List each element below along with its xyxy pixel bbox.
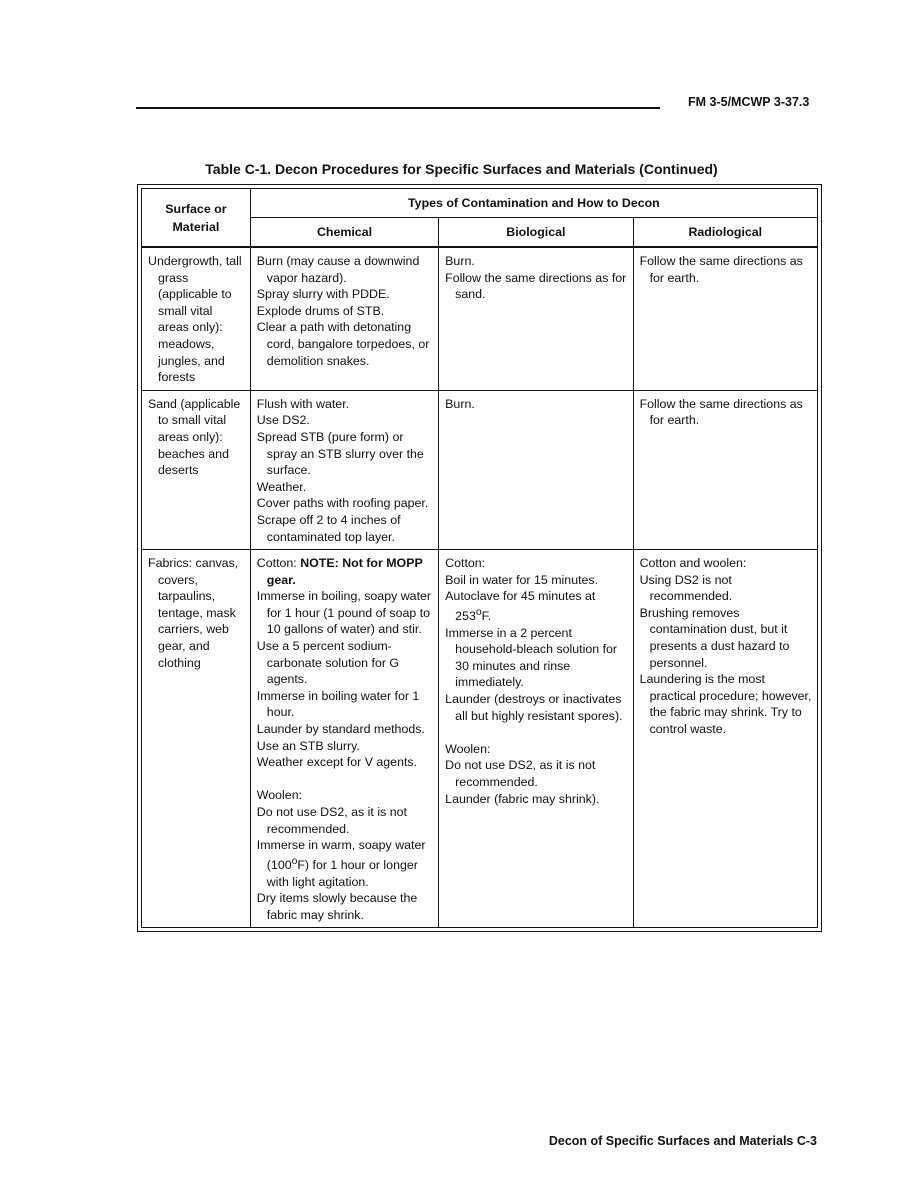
page-footer: Decon of Specific Surfaces and Materials C-3 (548, 1134, 817, 1148)
document-id: FM 3-5/MCWP 3-37.3 (688, 95, 810, 109)
header-radiological: Radiological (633, 218, 817, 248)
chemical-cell: Flush with water. Use DS2. Spread STB (pure form) or spray an STB slurry over the surface. Weather. Cover paths with roofing paper. Scrape off 2 to 4 inches of contaminated top layer. (250, 390, 438, 549)
biological-cell: Burn. Follow the same directions as for sand. (439, 247, 633, 390)
autoclave-line: Autoclave for 45 minutes at 253$^o$F. (445, 589, 596, 623)
header-chemical: Chemical (250, 218, 438, 248)
mopp-note: NOTE: Not for MOPP gear. (266, 556, 423, 587)
header-rule (136, 107, 660, 109)
table-title: Table C-1. Decon Procedures for Specific Surfaces and Materials (Continued) (205, 161, 718, 177)
surface-cell: Undergrowth, tall grass (applicable to small vital areas only): meadows, jungles, and forests (142, 247, 251, 390)
warm-water-line: Immerse in warm, soapy water (100$^o$F) for 1 hour or longer with light agitation. (256, 838, 426, 889)
decon-table (141, 188, 818, 928)
header-surface-material: Surface or Material (142, 189, 251, 248)
table-row (142, 247, 818, 390)
surface-cell: Sand (applicable to small vital areas only): beaches and deserts (142, 390, 251, 549)
decon-table-frame (137, 184, 822, 932)
header-types-of-contamination: Types of Contamination and How to Decon (250, 189, 817, 218)
radiological-cell: Follow the same directions as for earth. (633, 390, 817, 549)
cotton-note-line: Cotton: NOTE: Not for MOPP gear. (256, 556, 423, 587)
surface-cell: Fabrics: canvas, covers, tarpaulins, tentage, mask carriers, web gear, and clothing (142, 550, 251, 928)
degree-mark: o (291, 855, 298, 867)
table-row (142, 390, 818, 549)
chemical-cell: Burn (may cause a downwind vapor hazard). Spray slurry with PDDE. Explode drums of STB. Clear a path with detonating cord, bangalore torpedoes, or demolition snakes. (250, 247, 438, 390)
biological-cell: Burn. (439, 390, 633, 549)
radiological-cell: Cotton and woolen: Using DS2 is not recommended. Brushing removes contamination dust, but it presents a dust hazard to personnel. Laundering is the most practical procedure; however, the fabric may shrink. Try to control waste. (633, 550, 817, 928)
header-biological: Biological (439, 218, 633, 248)
degree-mark: o (475, 606, 482, 618)
radiological-cell: Follow the same directions as for earth. (633, 247, 817, 390)
biological-cell: Cotton: Boil in water for 15 minutes. Autoclave for 45 minutes at 253$^o$F. Immerse in a 2 percent household-bleach solution for 30 minutes and rinse immediately. Launder (destroys or inactivates all but highly resistant spores). Woolen: Do not use DS2, as it is not recommended. Launder (fabric may shrink). (439, 550, 633, 928)
chemical-cell: Cotton: NOTE: Not for MOPP gear. Immerse in boiling, soapy water for 1 hour (1 pound of soap to 10 gallons of water) and stir. Use a 5 percent sodium-carbonate solution for G agents. Immerse in boiling water for 1 hour. Launder by standard methods. Use an STB slurry. Weather except for V agents. Woolen: Do not use DS2, as it is not recommended. Immerse in warm, soapy water (100$^o$F) for 1 hour or longer with light agitation. Dry items slowly because the fabric may shrink. (250, 550, 438, 928)
table-row (142, 550, 818, 928)
